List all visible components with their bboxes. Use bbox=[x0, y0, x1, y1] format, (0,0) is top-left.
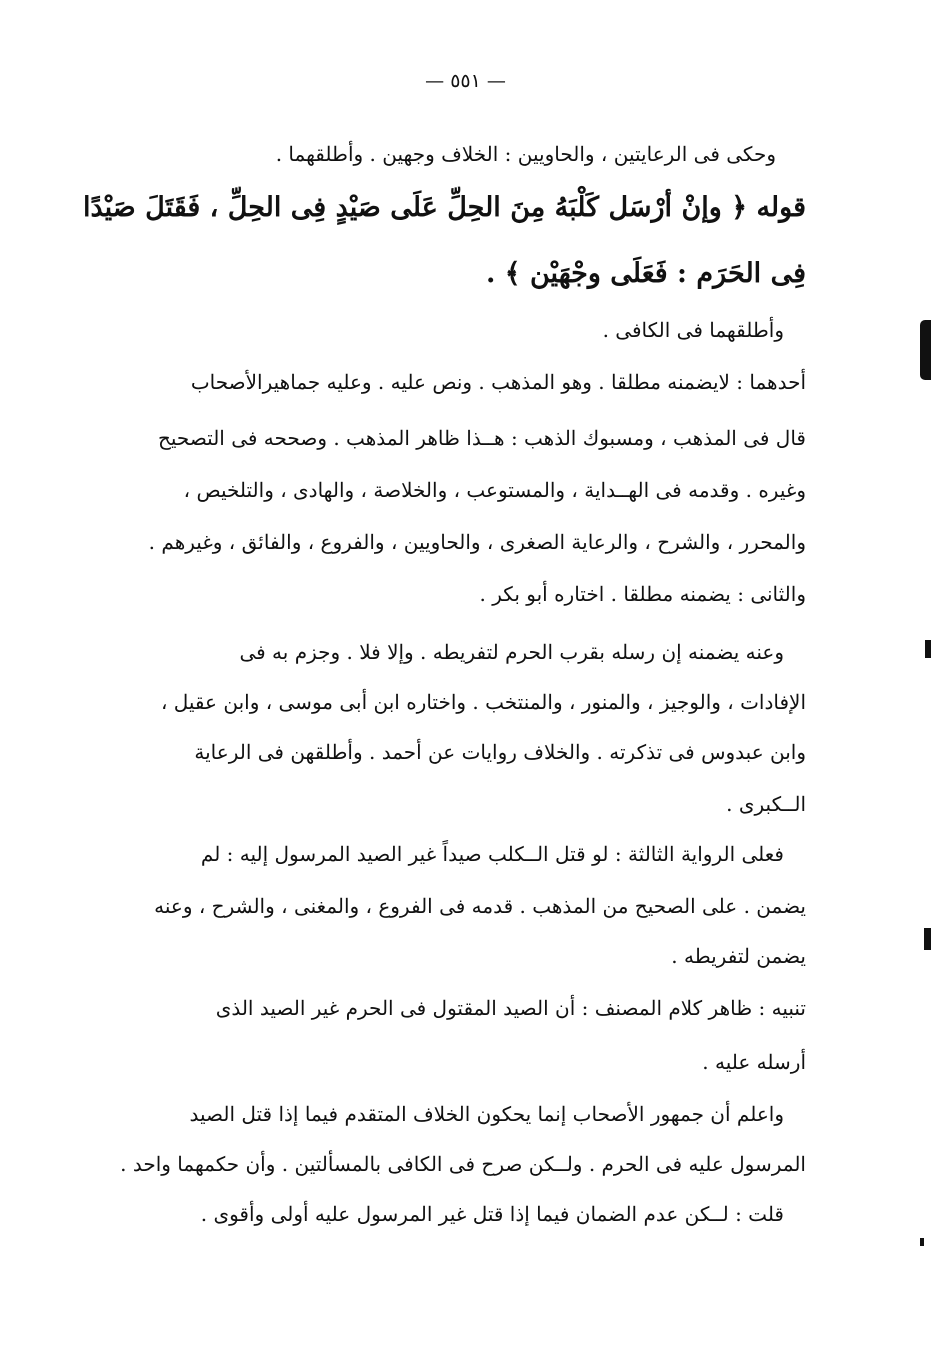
text-line: وغيره . وقدمه فى الهــداية ، والمستوعب ، والخلاصة ، والهادى ، والتلخيص ، bbox=[183, 478, 806, 502]
text-line: الإفادات ، والوجيز ، والمنور ، والمنتخب . واختاره ابن أبى موسى ، وابن عقيل ، bbox=[160, 690, 806, 714]
text-line: وحكى فى الرعايتين ، والحاويين : الخلاف وجهين . وأطلقهما . bbox=[275, 142, 776, 166]
text-line: أحدهما : لايضمنه مطلقا . وهو المذهب . ونص عليه . وعليه جماهيرالأصحاب bbox=[190, 370, 806, 394]
text-line: يضمن . على الصحيح من المذهب . قدمه فى الفروع ، والمغنى ، والشرح ، وعنه bbox=[154, 894, 806, 918]
quoted-matn-line: فِى الحَرَم : فَعَلَى وجْهَيْن ﴾ . bbox=[485, 258, 806, 289]
text-line: واعلم أن جمهور الأصحاب إنما يحكون الخلاف المتقدم فيما إذا قتل الصيد bbox=[189, 1102, 784, 1126]
text-line: وأطلقهما فى الكافى . bbox=[602, 318, 784, 342]
margin-ink-mark bbox=[925, 640, 931, 658]
quoted-matn-line: قوله ﴿ وإنْ أرْسَل كَلْبَهُ مِنَ الحِلِّ عَلَى صَيْدٍ فِى الحِلِّ ، فَقَتَلَ صَيْدًا bbox=[82, 192, 806, 223]
text-line: وابن عبدوس فى تذكرته . والخلاف روايات عن أحمد . وأطلقهن فى الرعاية bbox=[194, 740, 806, 764]
margin-ink-mark bbox=[920, 320, 931, 380]
text-line: أرسله عليه . bbox=[702, 1050, 806, 1074]
text-line: يضمن لتفريطه . bbox=[671, 944, 806, 968]
text-line: والمحرر ، والشرح ، والرعاية الصغرى ، والحاويين ، والفروع ، والفائق ، وغيرهم . bbox=[148, 530, 806, 554]
page-number: — ٥٥١ — bbox=[425, 70, 506, 92]
margin-ink-mark bbox=[920, 1238, 924, 1246]
margin-ink-mark bbox=[924, 928, 931, 950]
text-line: والثانى : يضمنه مطلقا . اختاره أبو بكر . bbox=[479, 582, 806, 606]
text-line: تنبيه : ظاهر كلام المصنف : أن الصيد المقتول فى الحرم غير الصيد الذى bbox=[215, 996, 806, 1020]
text-line: الــكبرى . bbox=[726, 792, 806, 816]
text-line: المرسول عليه فى الحرم . ولــكن صرح فى الكافى بالمسألتين . وأن حكمهما واحد . bbox=[120, 1152, 806, 1176]
text-line: فعلى الرواية الثالثة : لو قتل الــكلب صيداً غير الصيد المرسول إليه : لم bbox=[200, 842, 784, 866]
text-line: قلت : لــكن عدم الضمان فيما إذا قتل غير المرسول عليه أولى وأقوى . bbox=[200, 1202, 784, 1226]
text-line: قال فى المذهب ، ومسبوك الذهب : هــذا ظاهر المذهب . وصححه فى التصحيح bbox=[157, 426, 806, 450]
text-line: وعنه يضمنه إن رسله بقرب الحرم لتفريطه . وإلا فلا . وجزم به فى bbox=[239, 640, 784, 664]
